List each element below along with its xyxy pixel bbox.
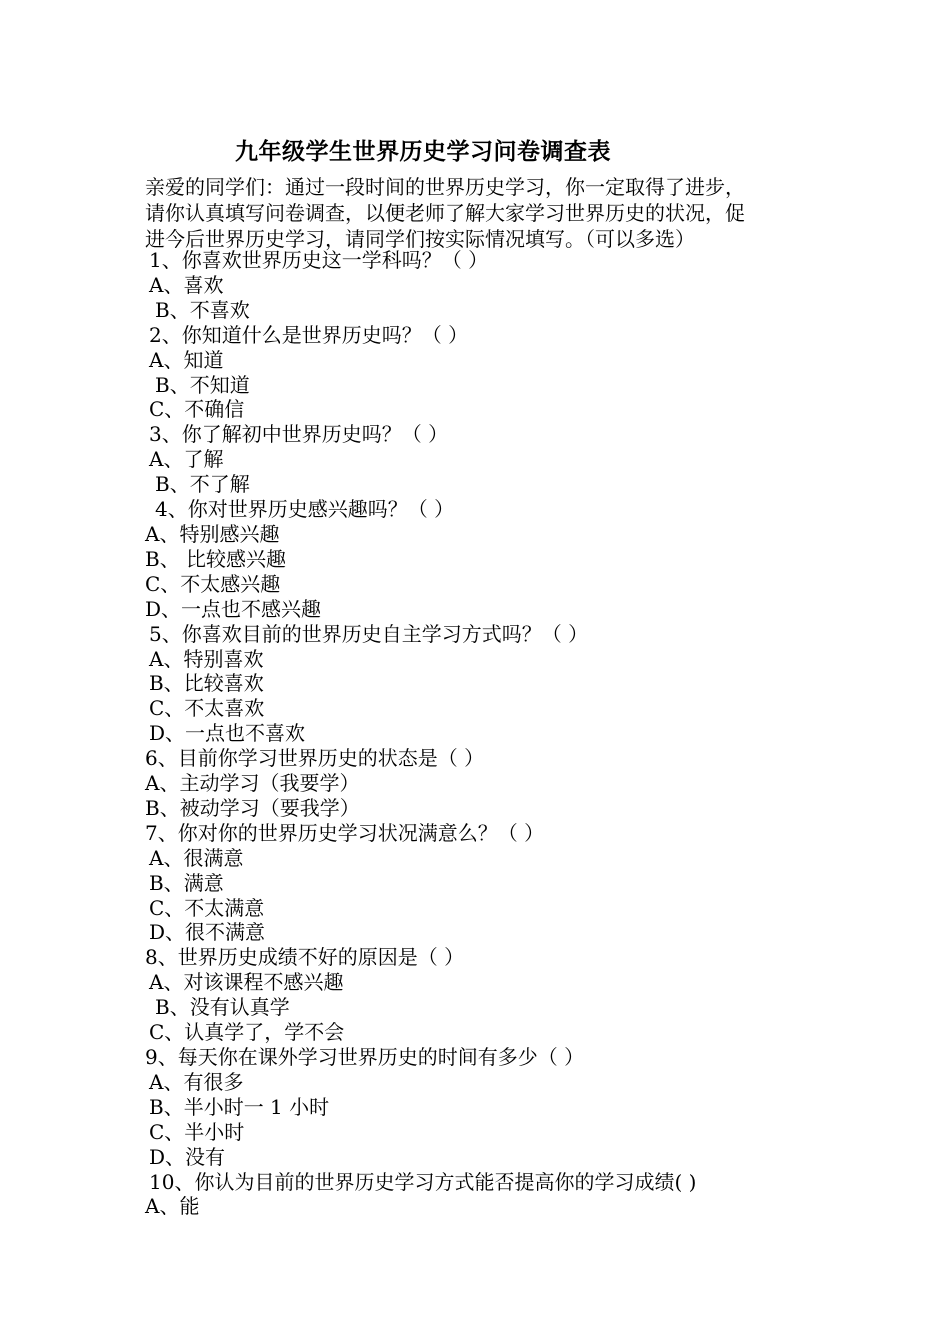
option-line: D、没有	[149, 1144, 226, 1169]
option-line: A、特别喜欢	[149, 646, 264, 671]
option-line: C、认真学了，学不会	[149, 1020, 345, 1045]
question-7: 7、你对你的世界历史学习状况满意么？（ ）	[145, 820, 545, 845]
intro-line: 亲爱的同学们：通过一段时间的世界历史学习，你一定取得了进步，	[145, 175, 745, 199]
intro-line: 请你认真填写问卷调查，以便老师了解大家学习世界历史的状况，促	[145, 201, 745, 225]
option-line: A、特别感兴趣	[145, 521, 280, 546]
option-line: B、比较喜欢	[149, 671, 264, 696]
question-6: 6、目前你学习世界历史的状态是（ ）	[145, 746, 485, 771]
option-line: B、没有认真学	[155, 995, 290, 1020]
question-1: 1、你喜欢世界历史这一学科吗？（ ）	[149, 248, 489, 272]
option-line: D、一点也不喜欢	[149, 721, 306, 746]
option-line: C、半小时	[149, 1119, 245, 1144]
option-line: B、不喜欢	[155, 297, 250, 322]
option-line: A、能	[145, 1194, 200, 1219]
option-line: A、有很多	[149, 1069, 244, 1094]
option-line: B、被动学习（要我学）	[145, 795, 360, 820]
option-line: D、很不满意	[149, 920, 266, 945]
question-5: 5、你喜欢目前的世界历史自主学习方式吗？（ ）	[149, 621, 589, 646]
option-line: C、不太喜欢	[149, 696, 265, 721]
option-line: C、不太满意	[149, 895, 265, 920]
option-line: B、半小时一 1 小时	[149, 1094, 330, 1119]
option-line: A、对该课程不感兴趣	[149, 970, 344, 995]
option-line: C、不确信	[149, 397, 245, 422]
option-line: B、不知道	[155, 372, 250, 397]
intro-paragraph	[145, 174, 825, 252]
question-3: 3、你了解初中世界历史吗？（ ）	[149, 422, 449, 447]
question-10: 10、你认为目前的世界历史学习方式能否提高你的学习成绩( )	[149, 1169, 697, 1194]
question-4: 4、你对世界历史感兴趣吗？（ ）	[155, 497, 455, 522]
option-line: A、喜欢	[149, 272, 224, 297]
intro-line: 进今后世界历史学习，请同学们按实际情况填写。（可以多选）	[145, 227, 695, 251]
option-line: A、了解	[149, 447, 224, 472]
option-line: C、不太感兴趣	[145, 571, 281, 596]
option-line: A、主动学习（我要学）	[145, 771, 360, 796]
question-2: 2、你知道什么是世界历史吗？（ ）	[149, 322, 469, 347]
option-line: A、很满意	[149, 845, 244, 870]
question-8: 8、世界历史成绩不好的原因是（ ）	[145, 945, 465, 970]
option-line: B、 比较感兴趣	[145, 546, 287, 571]
option-line: D、一点也不感兴趣	[145, 596, 322, 621]
page-title: 九年级学生世界历史学习问卷调查表	[235, 138, 611, 165]
question-9: 9、每天你在课外学习世界历史的时间有多少（ ）	[145, 1045, 585, 1069]
option-line: B、满意	[149, 870, 224, 895]
option-line: A、知道	[149, 347, 224, 372]
option-line: B、不了解	[155, 472, 250, 497]
questionnaire-body	[0, 248, 950, 1219]
